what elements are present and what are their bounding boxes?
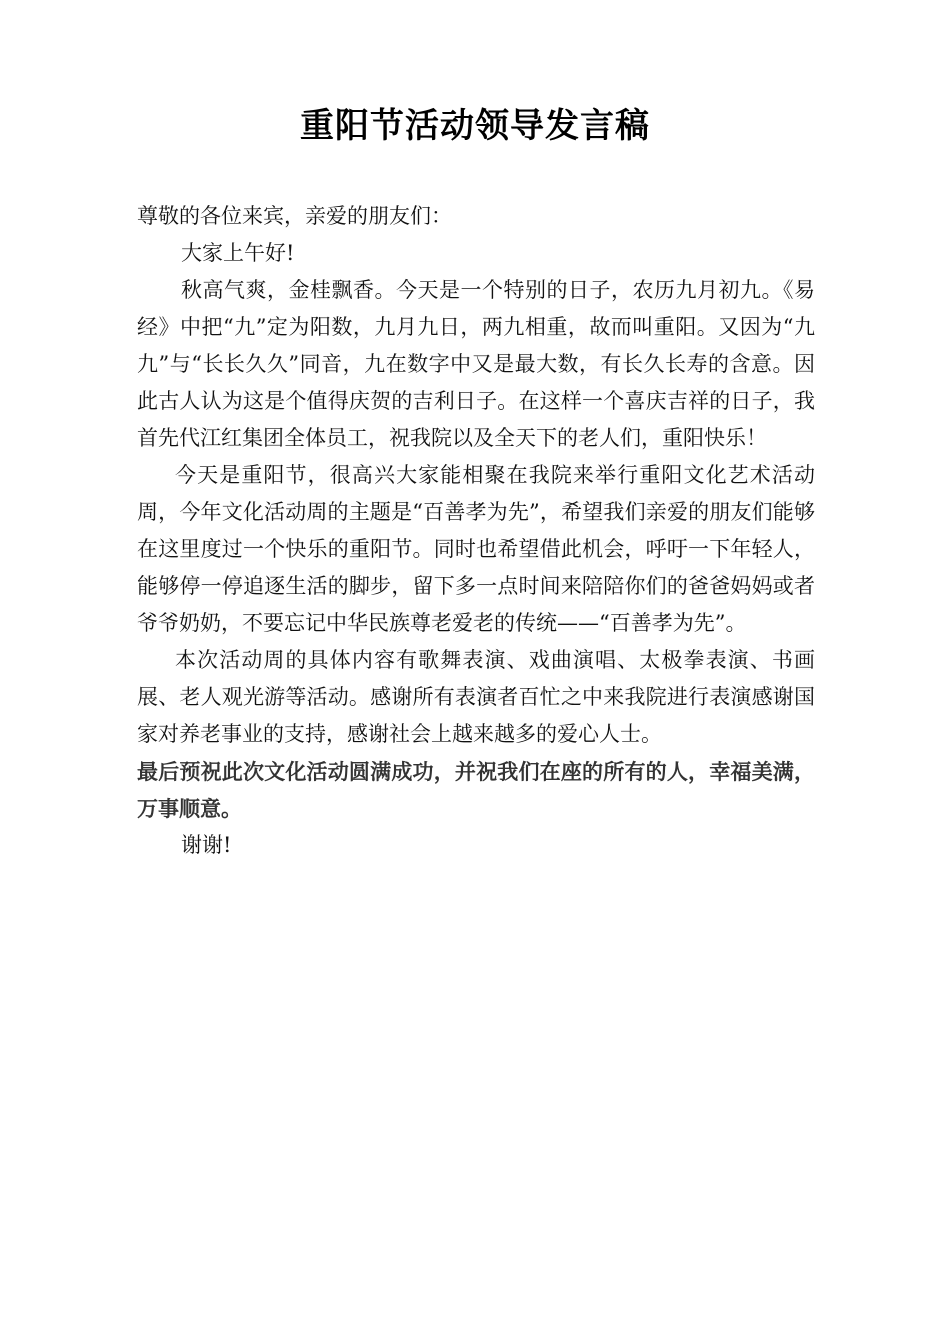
paragraph-2: 今天是重阳节，很高兴大家能相聚在我院来举行重阳文化艺术活动周，今年文化活动周的主题是“百善孝为先”，希望我们亲爱的朋友们能够在这里度过一个快乐的重阳节。同时也希望借此机会，呼吁一下年轻人，能够停一停追逐生活的脚步，留下多一点时间来陪陪你们的爸爸妈妈或者爷爷奶奶，不要忘记中华民族尊老爱老的传统——“百善孝为先”。: [137, 463, 815, 635]
document-title: 重阳节活动领导发言稿: [300, 106, 650, 146]
thanks: 谢谢!: [181, 833, 232, 857]
closing-wish: 最后预祝此次文化活动圆满成功，并祝我们在座的所有的人，幸福美满，万事顺意。: [137, 759, 815, 821]
paragraph-3: 本次活动周的具体内容有歌舞表演、戏曲演唱、太极拳表演、书画展、老人观光游等活动。感谢所有表演者百忙之中来我院进行表演感谢国家对养老事业的支持，感谢社会上越来越多的爱心人士。: [137, 648, 815, 746]
paragraph-1: 秋高气爽，金桂飘香。今天是一个特别的日子，农历九月初九。《易经》中把“九”定为阳数，九月九日，两九相重，故而叫重阳。又因为“九九”与“长长久久”同音，九在数字中又是最大数，有长久长寿的含意。因此古人认为这是个值得庆贺的吉利日子。在这样一个喜庆吉祥的日子，我首先代江红集团全体员工，祝我院以及全天下的老人们，重阳快乐！: [137, 278, 815, 450]
salutation: 尊敬的各位来宾，亲爱的朋友们：: [137, 204, 452, 228]
greeting: 大家上午好!: [181, 241, 295, 265]
document-body: [137, 198, 815, 864]
